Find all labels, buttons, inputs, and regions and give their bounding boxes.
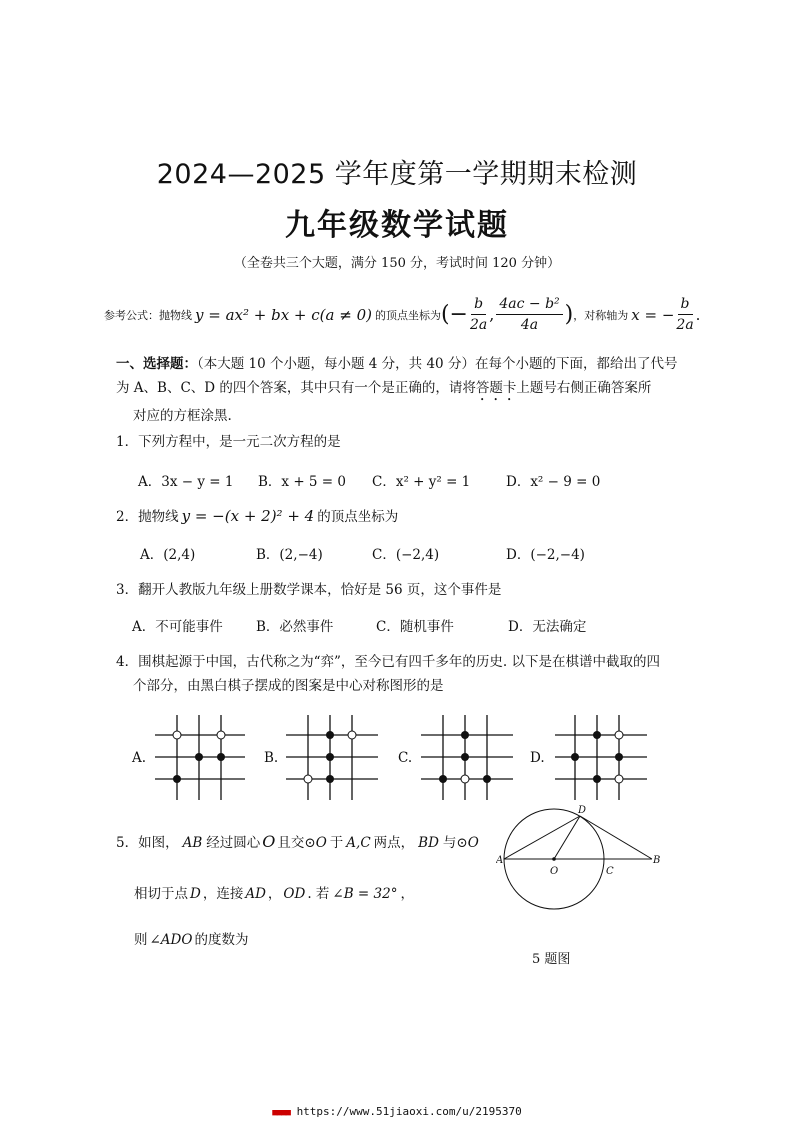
question-5-line-1: 5．如图， AB 经过圆心 O 且交⊙O 于 A,C 两点， BD 与⊙O — [116, 832, 479, 851]
footer-url[interactable]: https://www.51jiaoxi.com/u/2195370 — [296, 1105, 522, 1118]
axis-fraction: $\frac{b}{2a}$ — [676, 296, 694, 333]
section-instructions — [116, 352, 677, 428]
vertex-label: 的顶点坐标为 — [374, 308, 441, 322]
line-ad — [504, 816, 580, 859]
q1-option-a: A．3x − y = 1 — [138, 474, 234, 490]
black-stone — [593, 731, 601, 739]
open-paren: (− — [440, 302, 468, 327]
black-stone — [326, 753, 334, 761]
q5-figure — [496, 804, 666, 922]
answer-card-emphasis: 答题卡 — [475, 380, 517, 396]
black-stone — [195, 753, 203, 761]
black-stone — [217, 753, 225, 761]
white-stone — [217, 731, 225, 739]
black-stone — [439, 775, 447, 783]
q3-option-d: D．无法确定 — [508, 619, 587, 635]
white-stone — [304, 775, 312, 783]
black-stone — [593, 775, 601, 783]
q2-option-d: D．(−2,−4) — [506, 547, 585, 563]
exam-note: （全卷共三个大题，满分 150 分，考试时间 120 分钟） — [233, 256, 561, 271]
q1-option-b: B．x + 5 = 0 — [258, 474, 347, 490]
axis-expression: x = − — [631, 305, 675, 324]
section-text-2: 为 A、B、C、D 的四个答案，其中只有一个是正确的，请将 — [116, 380, 476, 396]
section-text-2-end: 上题号右侧正确答案所 — [516, 380, 652, 396]
label-o: O — [550, 866, 559, 877]
go-board-c — [418, 712, 518, 802]
question-4-stem: 4．围棋起源于中国，古代称之为“弈”，至今已有四千多年的历史. 以下是在棋谱中截取的四 个部分，由黑白棋子摆成的图案是中心对称图形的是 — [116, 654, 660, 694]
white-stone — [173, 731, 181, 739]
label-c: C — [606, 866, 614, 877]
center-point — [552, 857, 556, 861]
label-d: D — [578, 805, 587, 816]
question-2-stem: 2．抛物线 y = −(x + 2)² + 4 的顶点坐标为 — [116, 507, 399, 525]
vertex-x-fraction: $\frac{b}{2a}$ — [470, 296, 488, 333]
section-heading: 一、选择题： — [116, 356, 197, 372]
black-stone — [483, 775, 491, 783]
black-stone — [615, 753, 623, 761]
reference-formula: 参考公式：抛物线 y = ax² + bx + c(a ≠ 0) 的顶点坐标为 (− $\frac{b}{2a}$ , $\frac{\text{4ac − b²}}{4a}$ ) ，对称轴为 x = − $\frac{b}{2a}$ . — [104, 296, 701, 333]
question-1-stem: 1．下列方程中，是一元二次方程的是 — [116, 434, 341, 450]
q1-option-c: C．x² + y² = 1 — [372, 474, 471, 490]
white-stone — [461, 775, 469, 783]
white-stone — [348, 731, 356, 739]
section-text-1: （本大题 10 个小题，每小题 4 分，共 40 分）在每个小题的下面，都给出了代号 — [197, 356, 678, 372]
question-5-line-2: 相切于点 D ，连接 AD ， OD . 若 ∠B = 32° ， — [134, 886, 414, 902]
q3-option-a: A．不可能事件 — [132, 619, 223, 635]
q3-option-c: C．随机事件 — [376, 619, 454, 635]
white-stone — [615, 775, 623, 783]
white-stone — [615, 731, 623, 739]
q2-option-c: C．(−2,4) — [372, 547, 440, 563]
close-paren: ) — [564, 302, 574, 327]
black-stone — [571, 753, 579, 761]
black-stone — [461, 731, 469, 739]
q3-option-b: B．必然事件 — [256, 619, 334, 635]
label-a: A — [496, 855, 504, 866]
q4-option-d-label: D. — [530, 750, 545, 766]
figure-caption: 5 题图 — [532, 952, 571, 967]
q2-option-b: B．(2,−4) — [256, 547, 323, 563]
q4-option-b-label: B. — [264, 750, 279, 766]
vertex-y-fraction: $\frac{\text{4ac − b²}}{4a}$ — [496, 296, 562, 333]
question-5-line-3: 则 ∠ADO 的度数为 — [134, 932, 249, 948]
q4-option-c-label: C. — [398, 750, 413, 766]
q1-option-d: D．x² − 9 = 0 — [506, 474, 601, 490]
go-board-d — [552, 712, 652, 802]
formula-expression: y = ax² + bx + c(a ≠ 0) — [195, 305, 372, 324]
black-stone — [173, 775, 181, 783]
footer-watermark — [0, 1105, 794, 1118]
axis-label: ，对称轴为 — [573, 308, 629, 322]
label-b: B — [653, 855, 661, 866]
q2-expression: y = −(x + 2)² + 4 — [181, 507, 315, 525]
line-bd — [580, 816, 652, 859]
q4-option-a-label: A. — [132, 750, 147, 766]
black-stone — [326, 775, 334, 783]
section-text-3: 对应的方框涂黑. — [133, 408, 232, 424]
exam-title: 2024—2025 学年度第一学期期末检测 — [156, 159, 638, 190]
black-stone — [461, 753, 469, 761]
question-3-stem: 3．翻开人教版九年级上册数学课本，恰好是 56 页，这个事件是 — [116, 582, 502, 598]
formula-label: 参考公式：抛物线 — [104, 308, 192, 322]
footer-brand: ■■■■ — [272, 1108, 290, 1118]
go-board-b — [283, 712, 383, 802]
black-stone — [326, 731, 334, 739]
line-od — [554, 816, 580, 859]
exam-subtitle: 九年级数学试题 — [285, 208, 509, 243]
go-board-a — [150, 712, 250, 802]
q2-option-a: A．(2,4) — [140, 547, 196, 563]
